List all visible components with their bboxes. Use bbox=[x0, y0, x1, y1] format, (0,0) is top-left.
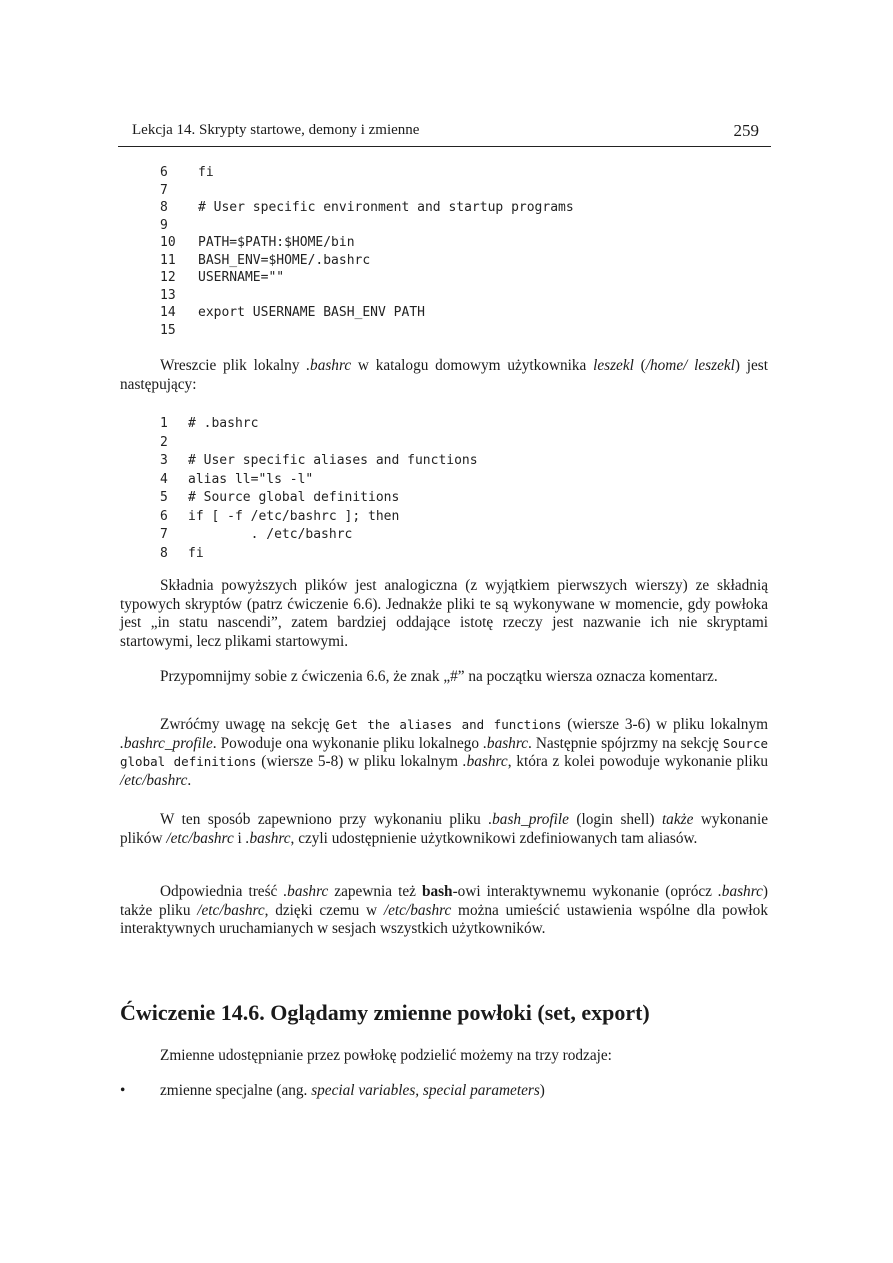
code-line: 9 bbox=[160, 217, 168, 233]
bullet-marker: • bbox=[120, 1082, 126, 1099]
paragraph-syntax: Składnia powyższych plików jest analogiczna (z wyjątkiem pierwszych wierszy) ze składnią typowych skryptów (patrz ćwiczenie 6.6). Jednakże pliki te są wykonywane w momencie, gdy powłoka jest „in statu nascendi”, zatem bardziej oddające istotę rzeczy jest nazwanie ich nie skryptami startowymi, lecz plikami startowymi. bbox=[120, 577, 768, 650]
code-line: 13 bbox=[160, 287, 176, 303]
intro-sentence: Zmienne udostępnianie przez powłokę podzielić możemy na trzy rodzaje: bbox=[160, 1047, 612, 1064]
code-line: 8 fi bbox=[160, 545, 204, 561]
code-line: 1 # .bashrc bbox=[160, 416, 259, 431]
paragraph-sections: Zwróćmy uwagę na sekcję Get the aliases and functions (wiersze 3-6) w pliku lokalnym .bashrc_profile. Powoduje ona wykonanie pliku lokalnego .bashrc. Następnie spójrzmy na sekcję Source global definitions (wiersze 5-8) w pliku lokalnym .bashrc, która z kolei powoduje wykonanie pliku /etc/bashrc. bbox=[120, 716, 769, 789]
code-line: 4 alias ll="ls -l" bbox=[160, 471, 314, 487]
code-line: 7 . /etc/bashrc bbox=[160, 527, 353, 542]
running-header bbox=[118, 120, 771, 147]
code-line: 3 # User specific aliases and functions bbox=[160, 453, 478, 468]
paragraph-login-shell: W ten sposób zapewniono przy wykonaniu pliku .bash_profile (login shell) także wykonanie plików /etc/bashrc i .bashrc, czyli udostępnienie użytkownikowi zdefiniowanych tam aliasów. bbox=[120, 811, 768, 847]
paragraph-comment: Przypomnijmy sobie z ćwiczenia 6.6, że znak „#” na początku wiersza oznacza komentarz. bbox=[160, 668, 718, 685]
code-line: 7 bbox=[160, 182, 168, 198]
header-title: Lekcja 14. Skrypty startowe, demony i zmienne bbox=[132, 122, 420, 138]
code-line: 15 bbox=[160, 322, 176, 338]
code-line: 14 export USERNAME BASH_ENV PATH bbox=[160, 305, 425, 320]
paragraph-interactive: Odpowiednia treść .bashrc zapewnia też bash-owi interaktywnemu wykonanie (oprócz .bashrc) także pliku /etc/bashrc, dzięki czemu w /etc/bashrc można umieścić ustawienia wspólne dla powłok interaktywnych uruchamianych w sesjach wszystkich użytkowników. bbox=[120, 883, 768, 937]
list-item-text: zmienne specjalne (ang. special variables, special parameters) bbox=[160, 1082, 545, 1099]
code-line: 12 USERNAME="" bbox=[160, 270, 285, 285]
code-line: 5 # Source global definitions bbox=[160, 490, 400, 505]
page-number: 259 bbox=[733, 121, 759, 140]
code-line: 6 if [ -f /etc/bashrc ]; then bbox=[160, 508, 400, 524]
code-line: 2 bbox=[160, 434, 168, 450]
code-line: 6 fi bbox=[160, 165, 214, 180]
code-line: 11 BASH_ENV=$HOME/.bashrc bbox=[160, 252, 371, 268]
section-heading: Ćwiczenie 14.6. Oglądamy zmienne powłoki (set, export) bbox=[120, 1000, 650, 1025]
paragraph-bashrc-intro: Wreszcie plik lokalny .bashrc w katalogu domowym użytkownika leszekl (/home/ leszekl) jest następujący: bbox=[120, 357, 769, 393]
code-line: 8 # User specific environment and startup programs bbox=[160, 200, 574, 215]
code-line: 10 PATH=$PATH:$HOME/bin bbox=[160, 235, 355, 250]
